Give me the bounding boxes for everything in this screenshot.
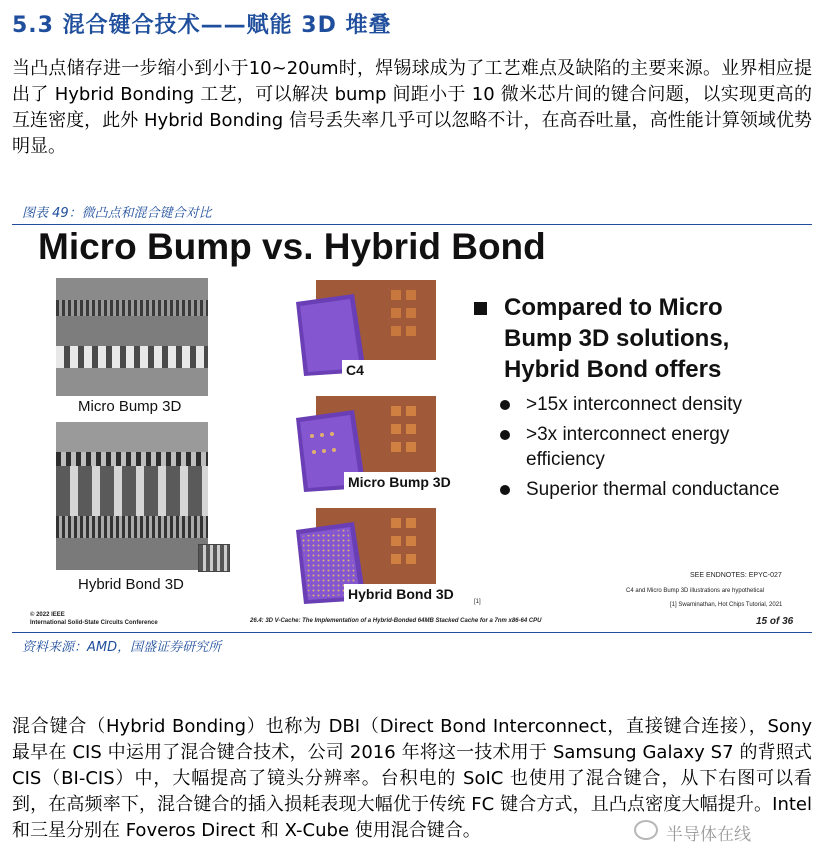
figure-bottom-rule — [12, 632, 812, 633]
figure-caption: 图表 49：微凸点和混合键合对比 — [22, 206, 212, 221]
comparison-heading: Compared to Micro Bump 3D solutions, Hybrid Bond offers — [504, 294, 730, 383]
hybrid-bond-die-label: Hybrid Bond 3D — [344, 584, 458, 604]
slide-page-number: 15 of 36 — [756, 616, 794, 627]
body-paragraph-2: 混合键合（Hybrid Bonding）也称为 DBI（Direct Bond Interconnect，直接键合连接），Sony 最早在 CIS 中运用了混合键合技术，公司 2016 年将这一技术用于 Samsung Galaxy S7 的背照式 CIS（BI-CIS）中，大幅提高了镜头分辨率。台积电的 SoIC 也使用了混合键合，从下右图可以看到，在高频率下，混合键合的插入损耗表现大幅优于传统 FC 键合方式，且凸点密度大幅提升。Intel 和三星分别在 Foveros Direct 和 X-Cube 使用混合键合。 — [12, 716, 812, 841]
zoom-inset — [198, 544, 230, 572]
body-paragraph-1: 当凸点储存进一步缩小到小于10~20um时，焊锡球成为了工艺难点及缺陷的主要来源。业界相应提出了 Hybrid Bonding 工艺，可以解决 bump 间距小于 10 微米芯片间的键合问题，以实现更高的互连密度，此外 Hybrid Bonding 信号丢失率几乎可以忽略不计，在高吞吐量，高性能计算领域优势明显。 — [12, 58, 812, 157]
hybrid-bond-micrograph — [56, 422, 208, 570]
copyright-line2: International Solid-State Circuits Conference — [30, 620, 158, 626]
benefit-item: >3x interconnect energy efficiency — [496, 422, 786, 472]
micro-bump-micrograph — [56, 278, 208, 396]
hypothetical-note: C4 and Micro Bump 3D illustrations are hypothetical — [626, 588, 765, 594]
micro-bump-label: Micro Bump 3D — [78, 398, 182, 415]
figure-top-rule — [12, 224, 812, 225]
slide-footer-title: 26.4: 3D V-Cache: The Implementation of a Hybrid-Bonded 64MB Stacked Cache for a 7nm x86-64 CPU — [250, 618, 542, 624]
benefits-list — [496, 392, 786, 507]
micro-bump-die-label: Micro Bump 3D — [344, 472, 455, 492]
section-title: 5.3 混合键合技术——赋能 3D 堆叠 — [12, 13, 392, 38]
endnotes-text: SEE ENDNOTES: EPYC-027 — [690, 572, 782, 579]
hybrid-bond-label: Hybrid Bond 3D — [78, 576, 184, 593]
figure-source: 资料来源：AMD，国盛证券研究所 — [22, 640, 222, 655]
reference-mark: [1] — [474, 599, 481, 605]
wechat-icon — [634, 820, 658, 840]
benefit-item: >15x interconnect density — [496, 392, 786, 417]
watermark-text: 半导体在线 — [666, 825, 751, 845]
slide-title: Micro Bump vs. Hybrid Bond — [38, 226, 546, 267]
c4-label: C4 — [342, 360, 368, 380]
figure-slide — [14, 226, 810, 632]
benefit-item: Superior thermal conductance — [496, 477, 786, 502]
heading-square-bullet — [474, 302, 487, 315]
copyright-line1: © 2022 IEEE — [30, 612, 65, 618]
citation-text: [1] Swaminathan, Hot Chips Tutorial, 2021 — [670, 602, 783, 608]
